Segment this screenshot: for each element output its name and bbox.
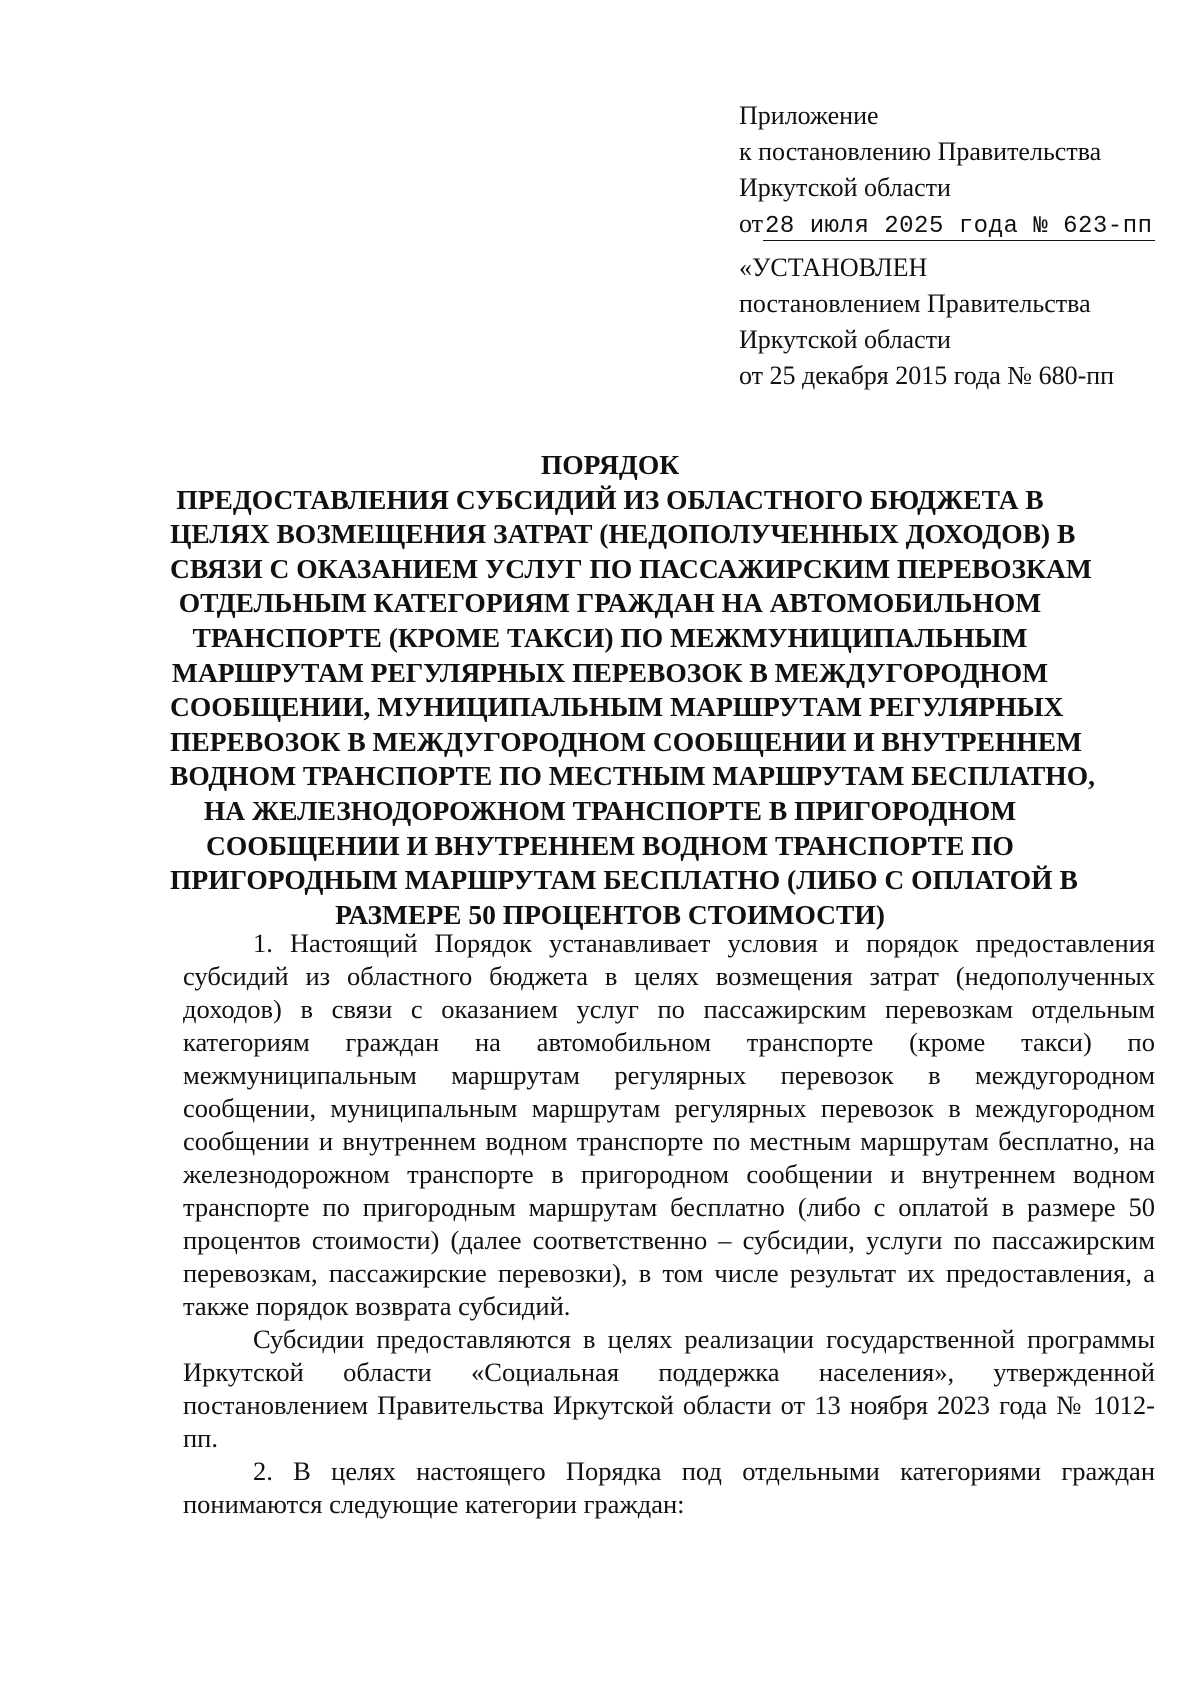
appendix-date-prefix: от [739, 209, 764, 238]
title-line: ВОДНОМ ТРАНСПОРТЕ ПО МЕСТНЫМ МАРШРУТАМ БЕСПЛАТНО, [170, 760, 1095, 792]
title-line: ПРЕДОСТАВЛЕНИЯ СУБСИДИЙ ИЗ ОБЛАСТНОГО БЮДЖЕТА В [176, 483, 1044, 515]
established-resolution-line: постановлением Правительства [739, 289, 1091, 318]
paragraph-2: Субсидии предоставляются в целях реализации государственной программы Иркутской области «Социальная поддержка населения», утвержденной постановлением Правительства Иркутской области от 13 ноября 2023 года № 1012-пп. [183, 1324, 1155, 1453]
appendix-title: Приложение [739, 101, 879, 130]
title-line: ПРИГОРОДНЫМ МАРШРУТАМ БЕСПЛАТНО (ЛИБО С ОПЛАТОЙ В [170, 864, 1078, 896]
document-title [170, 448, 1095, 932]
established-block [739, 250, 1159, 394]
title-line: СООБЩЕНИИ, МУНИЦИПАЛЬНЫМ МАРШРУТАМ РЕГУЛЯРНЫХ [170, 691, 1064, 723]
established-heading: «УСТАНОВЛЕН [739, 253, 928, 282]
appendix-region-line: Иркутской области [739, 173, 951, 202]
title-line: РАЗМЕРЕ 50 ПРОЦЕНТОВ СТОИМОСТИ) [335, 898, 885, 930]
paragraph-3: 2. В целях настоящего Порядка под отдельными категориями граждан понимаются следующие категории граждан: [183, 1456, 1155, 1519]
title-line: НА ЖЕЛЕЗНОДОРОЖНОМ ТРАНСПОРТЕ В ПРИГОРОДНОМ [203, 794, 1017, 826]
title-line: ОТДЕЛЬНЫМ КАТЕГОРИЯМ ГРАЖДАН НА АВТОМОБИЛЬНОМ [178, 587, 1042, 619]
established-region-line: Иркутской области [739, 325, 951, 354]
appendix-header [739, 98, 1159, 245]
appendix-date-line [739, 206, 1159, 245]
title-line: ПЕРЕВОЗОК В МЕЖДУГОРОДНОМ СООБЩЕНИИ И ВНУТРЕННЕМ [170, 725, 1083, 757]
appendix-date-value: 28 июля 2025 года № 623-пп [765, 213, 1153, 240]
title-line: ЦЕЛЯХ ВОЗМЕЩЕНИЯ ЗАТРАТ (НЕДОПОЛУЧЕННЫХ ДОХОДОВ) В [170, 518, 1076, 550]
paragraph-1: 1. Настоящий Порядок устанавливает условия и порядок предоставления субсидий из областного бюджета в целях возмещения затрат (недополученных доходов) в связи с оказанием услуг по пассажирским перевозкам отдельным категориям граждан на автомобильном транспорте (кроме такси) по межмуниципальным маршрутам регулярных перевозок в междугородном сообщении, муниципальным маршрутам регулярных перевозок в междугородном сообщении и внутреннем водном транспорте по местным маршрутам бесплатно, на железнодорожном транспорте в пригородном сообщении и внутреннем водном транспорте по пригородным маршрутам бесплатно (либо с оплатой в размере 50 процентов стоимости) (далее соответственно – субсидии, услуги по пассажирским перевозкам, пассажирские перевозки), в том числе результат их предоставления, а также порядок возврата субсидий. [183, 928, 1155, 1321]
title-line: ТРАНСПОРТЕ (КРОМЕ ТАКСИ) ПО МЕЖМУНИЦИПАЛЬНЫМ [192, 621, 1028, 653]
title-line: СВЯЗИ С ОКАЗАНИЕМ УСЛУГ ПО ПАССАЖИРСКИМ ПЕРЕВОЗКАМ [170, 552, 1092, 584]
appendix-resolution-line: к постановлению Правительства [739, 137, 1102, 166]
title-line: МАРШРУТАМ РЕГУЛЯРНЫХ ПЕРЕВОЗОК В МЕЖДУГОРОДНОМ [171, 656, 1049, 688]
title-line: ПОРЯДОК [540, 449, 680, 480]
title-line: СООБЩЕНИИ И ВНУТРЕННЕМ ВОДНОМ ТРАНСПОРТЕ ПО [206, 829, 1014, 861]
established-date-line: от 25 декабря 2015 года № 680-пп [739, 361, 1115, 390]
document-body [183, 927, 1155, 1521]
